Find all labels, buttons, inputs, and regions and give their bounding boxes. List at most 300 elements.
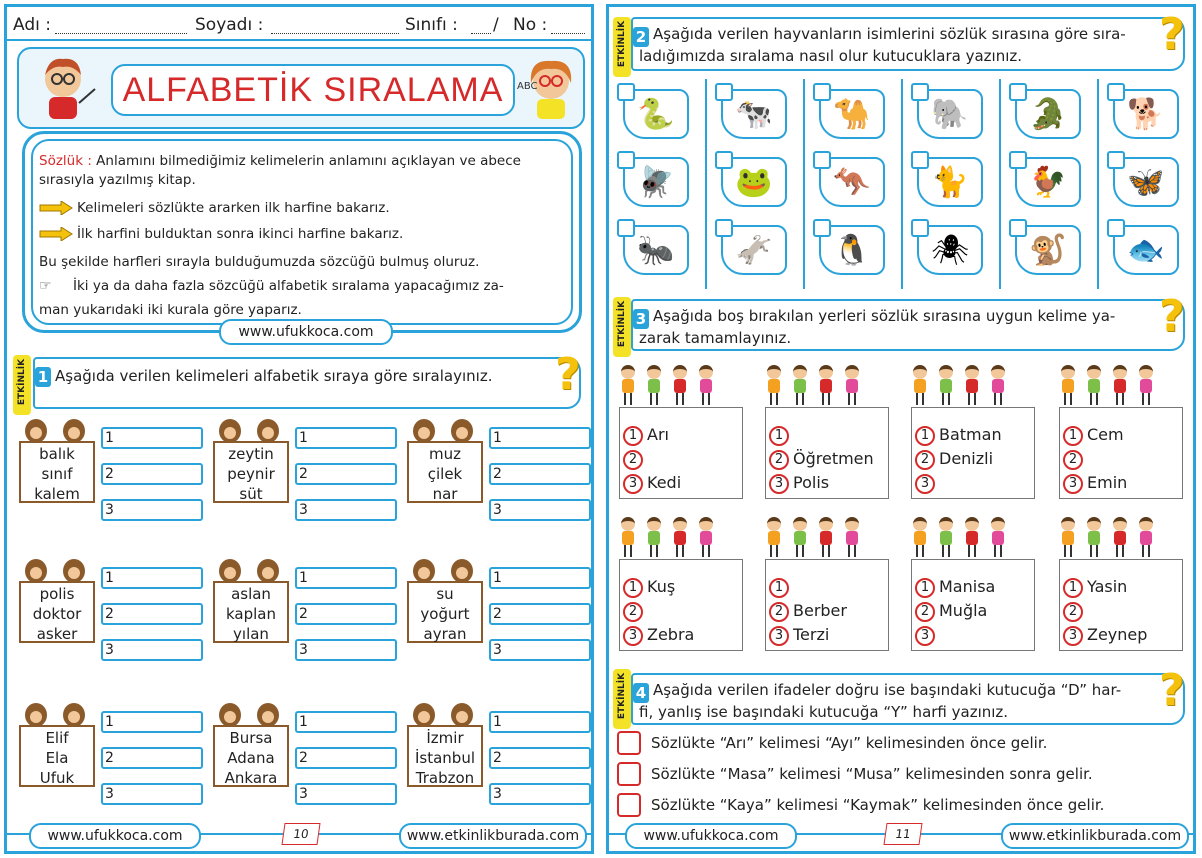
kids-group-icon <box>617 365 737 409</box>
answer-box[interactable] <box>813 219 831 237</box>
kid-head <box>965 365 979 379</box>
surname-label: Soyadı : <box>195 15 264 35</box>
answer-box[interactable] <box>617 219 635 237</box>
kid-figure <box>1087 365 1101 405</box>
kid-body <box>846 531 858 545</box>
answer-box[interactable] <box>1107 83 1125 101</box>
kid-legs <box>916 393 924 405</box>
kid-head <box>647 365 661 379</box>
card-word: Denizli <box>939 449 994 468</box>
kid-body <box>914 531 926 545</box>
kid-legs <box>848 393 856 405</box>
answer-slot-number: 2 <box>105 606 114 622</box>
answer-slot-number: 3 <box>299 502 308 518</box>
kid-legs <box>676 393 684 405</box>
word-card <box>213 581 289 643</box>
answer-box[interactable] <box>101 499 203 521</box>
kid-body <box>622 531 634 545</box>
question-mark-icon: ? <box>1159 9 1185 60</box>
kid-body <box>846 379 858 393</box>
slot-number-circle: 2 <box>915 602 935 622</box>
word-item: Trabzon <box>415 769 475 787</box>
word-item: Elif <box>45 729 69 747</box>
answer-slot-number: 1 <box>105 570 114 586</box>
answer-box[interactable] <box>617 151 635 169</box>
kid-legs <box>916 545 924 557</box>
card-row[interactable] <box>623 577 675 598</box>
answer-box[interactable] <box>813 151 831 169</box>
card-row[interactable] <box>1063 425 1124 446</box>
card-word: Batman <box>939 425 1002 444</box>
card-row[interactable] <box>623 473 681 494</box>
definition-term: Sözlük : <box>39 153 92 169</box>
footer-url-right[interactable]: www.etkinlikburada.com <box>1001 823 1189 849</box>
footer-url-right[interactable]: www.etkinlikburada.com <box>399 823 587 849</box>
monkey-icon <box>219 419 241 443</box>
answer-checkbox[interactable] <box>617 731 641 755</box>
note-line-1 <box>39 278 504 294</box>
answer-box[interactable] <box>295 427 397 449</box>
kid-figure <box>1087 517 1101 557</box>
monkey-icon <box>413 419 435 443</box>
chicken-icon: 🐓 <box>1015 157 1081 207</box>
answer-box[interactable] <box>489 463 591 485</box>
kid-body <box>768 531 780 545</box>
card-word: Zebra <box>647 625 695 644</box>
monkey-icon <box>219 559 241 583</box>
answer-box[interactable] <box>489 747 591 769</box>
kid-body <box>820 379 832 393</box>
kids-group-icon <box>909 365 1029 409</box>
answer-slot-number: 2 <box>493 466 502 482</box>
kid-figure <box>1061 517 1075 557</box>
answer-box[interactable] <box>715 151 733 169</box>
card-row[interactable] <box>769 425 793 446</box>
activity-badge <box>613 17 631 77</box>
kid-figure <box>1139 365 1153 405</box>
answer-box[interactable] <box>101 747 203 769</box>
kid-head <box>913 365 927 379</box>
answer-box[interactable] <box>617 83 635 101</box>
answer-box[interactable] <box>813 83 831 101</box>
answer-slot-number: 2 <box>105 466 114 482</box>
arrow-right-icon <box>39 201 73 215</box>
kid-figure <box>673 517 687 557</box>
word-item: kaplan <box>225 605 276 623</box>
column-divider <box>705 79 707 289</box>
word-item: muz <box>429 445 461 463</box>
answer-box[interactable] <box>1107 151 1125 169</box>
word-item: zeytin <box>228 445 274 463</box>
kid-head <box>819 517 833 531</box>
monkey-icon <box>219 703 241 727</box>
card-word: Cem <box>1087 425 1124 444</box>
word-card <box>407 581 483 643</box>
kangaroo-icon: 🦘 <box>819 157 885 207</box>
kid-head <box>965 517 979 531</box>
kid-head <box>793 517 807 531</box>
card-row[interactable] <box>769 473 829 494</box>
kid-body <box>700 379 712 393</box>
answer-box[interactable] <box>295 783 397 805</box>
slot-number-circle: 3 <box>623 626 643 646</box>
card-row[interactable] <box>769 449 874 470</box>
answer-slot-number: 1 <box>105 714 114 730</box>
card-row[interactable] <box>1063 625 1147 646</box>
answer-box[interactable] <box>295 603 397 625</box>
answer-slot-number: 2 <box>493 750 502 766</box>
header-divider <box>7 39 591 41</box>
footer-url-left[interactable]: www.ufukkoca.com <box>625 823 797 849</box>
answer-box[interactable] <box>295 463 397 485</box>
kid-figure <box>913 365 927 405</box>
card-row[interactable] <box>915 625 939 646</box>
answer-slot-number: 3 <box>299 786 308 802</box>
answer-box[interactable] <box>101 639 203 661</box>
card-word: Terzi <box>793 625 830 644</box>
answer-checkbox[interactable] <box>617 762 641 786</box>
title-band <box>17 47 585 129</box>
card-row[interactable] <box>915 425 1002 446</box>
kid-body <box>1088 531 1100 545</box>
no-line[interactable] <box>551 33 585 34</box>
kid-body <box>1114 379 1126 393</box>
kid-figure <box>621 517 635 557</box>
kid-head <box>845 365 859 379</box>
slot-number-circle: 2 <box>1063 450 1083 470</box>
slot-number-circle: 2 <box>769 450 789 470</box>
activity-2-instruction-2: ladığımızda sıralama nasıl olur kutucuklara yazınız. <box>639 47 1023 65</box>
summary-text: Bu şekilde harfleri sırayla bulduğumuzda sözcüğü bulmuş oluruz. <box>39 254 480 270</box>
answer-box[interactable] <box>295 747 397 769</box>
question-mark-icon: ? <box>555 349 581 400</box>
definition-text <box>39 152 569 190</box>
rule-2 <box>39 226 403 242</box>
kid-figure <box>991 365 1005 405</box>
answer-slot-number: 1 <box>493 430 502 446</box>
card-row[interactable] <box>769 625 829 646</box>
card-word: Manisa <box>939 577 996 596</box>
answer-slot-number: 2 <box>299 466 308 482</box>
answer-box[interactable] <box>489 499 591 521</box>
question-mark-icon: ? <box>1159 291 1185 342</box>
activity-badge-text: ETKİNLİK <box>617 672 627 720</box>
kid-head <box>991 517 1005 531</box>
page-number: 10 <box>281 823 320 845</box>
answer-box[interactable] <box>489 783 591 805</box>
cow-icon: 🐄 <box>721 89 787 139</box>
kid-head <box>991 365 1005 379</box>
answer-slot-number: 1 <box>493 714 502 730</box>
kid-figure <box>621 365 635 405</box>
dog-icon: 🐕 <box>1113 89 1179 139</box>
answer-box[interactable] <box>489 639 591 661</box>
kid-body <box>914 379 926 393</box>
kid-figure <box>965 365 979 405</box>
card-row[interactable] <box>769 601 847 622</box>
word-item: polis <box>39 585 75 603</box>
word-item: İstanbul <box>414 749 475 767</box>
info-url[interactable]: www.ufukkoca.com <box>219 319 393 345</box>
word-item: peynir <box>227 465 275 483</box>
kid-figure <box>647 365 661 405</box>
activity-3-instruction-1: Aşağıda boş bırakılan yerleri sözlük sırasına uygun kelime ya- <box>653 307 1116 325</box>
kid-legs <box>942 545 950 557</box>
slot-number-circle: 3 <box>623 474 643 494</box>
kid-figure <box>699 517 713 557</box>
kid-body <box>1140 531 1152 545</box>
answer-slot-number: 1 <box>105 430 114 446</box>
kid-head <box>1113 365 1127 379</box>
card-row[interactable] <box>623 449 647 470</box>
kid-legs <box>1142 545 1150 557</box>
answer-box[interactable] <box>1009 83 1027 101</box>
kid-head <box>699 365 713 379</box>
slot-number-circle: 3 <box>1063 474 1083 494</box>
kid-head <box>699 517 713 531</box>
word-item: balık <box>39 445 75 463</box>
word-item: İzmir <box>426 729 464 747</box>
answer-checkbox[interactable] <box>617 793 641 817</box>
word-card <box>19 441 95 503</box>
answer-box[interactable] <box>911 83 929 101</box>
slot-number-circle: 3 <box>915 474 935 494</box>
kids-group-icon <box>763 365 883 409</box>
card-row[interactable] <box>1063 473 1127 494</box>
answer-box[interactable] <box>911 151 929 169</box>
kid-body <box>940 379 952 393</box>
kid-legs <box>968 393 976 405</box>
kid-legs <box>624 545 632 557</box>
card-row[interactable] <box>915 601 987 622</box>
slot-number-circle: 3 <box>769 474 789 494</box>
kid-legs <box>702 393 710 405</box>
word-item: süt <box>239 485 263 503</box>
footer-url-left[interactable]: www.ufukkoca.com <box>29 823 201 849</box>
answer-box[interactable] <box>1107 219 1125 237</box>
kid-body <box>622 379 634 393</box>
kids-group-icon <box>617 517 737 561</box>
card-row[interactable] <box>915 449 993 470</box>
kid-body <box>940 531 952 545</box>
kid-head <box>913 517 927 531</box>
kid-legs <box>624 393 632 405</box>
answer-box[interactable] <box>489 711 591 733</box>
card-row[interactable] <box>623 425 669 446</box>
kid-head <box>1087 517 1101 531</box>
kid-body <box>966 379 978 393</box>
kid-head <box>767 365 781 379</box>
slot-number-circle: 2 <box>769 602 789 622</box>
answer-box[interactable] <box>101 427 203 449</box>
word-card <box>213 725 289 787</box>
column-divider <box>803 79 805 289</box>
activity-2-number: 2 <box>633 27 649 47</box>
fish-icon: 🐟 <box>1113 225 1179 275</box>
card-row[interactable] <box>1063 577 1127 598</box>
kids-group-icon <box>909 517 1029 561</box>
slot-number-circle: 2 <box>623 450 643 470</box>
slot-number-circle: 2 <box>623 602 643 622</box>
statement-text: Sözlükte “Masa” kelimesi “Musa” kelimesinden sonra gelir. <box>651 765 1093 783</box>
card-row[interactable] <box>1063 449 1087 470</box>
answer-slot-number: 3 <box>493 502 502 518</box>
elephant-icon: 🐘 <box>917 89 983 139</box>
note-line-1-text: İki ya da daha fazla sözcüğü alfabetik sıralama yapacağımız za- <box>73 278 504 294</box>
activity-badge <box>13 355 31 415</box>
answer-box[interactable] <box>489 603 591 625</box>
word-item: çilek <box>427 465 463 483</box>
card-row[interactable] <box>769 577 793 598</box>
word-item: kalem <box>34 485 80 503</box>
card-word: Muğla <box>939 601 988 620</box>
answer-box[interactable] <box>101 463 203 485</box>
kid-figure <box>647 517 661 557</box>
answer-box[interactable] <box>101 567 203 589</box>
answer-box[interactable] <box>295 711 397 733</box>
activity-4-instruction-1: Aşağıda verilen ifadeler doğru ise başındaki kutucuğa “D” har- <box>653 681 1122 699</box>
answer-box[interactable] <box>101 783 203 805</box>
answer-box[interactable] <box>715 83 733 101</box>
kid-legs <box>994 393 1002 405</box>
kid-body <box>992 379 1004 393</box>
spider-icon: 🕷 <box>917 225 983 275</box>
kids-group-icon <box>1057 365 1177 409</box>
answer-box[interactable] <box>295 639 397 661</box>
class-label: Sınıfı : <box>405 15 458 35</box>
card-word: Arı <box>647 425 669 444</box>
answer-box[interactable] <box>715 219 733 237</box>
definition-body: Anlamını bilmediğimiz kelimelerin anlamını açıklayan ve abece sırasıyla yazılmış kitap. <box>39 153 521 188</box>
card-row[interactable] <box>915 577 995 598</box>
rule-1 <box>39 200 390 216</box>
card-row[interactable] <box>623 601 647 622</box>
activity-2-instruction-1: Aşağıda verilen hayvanların isimlerini sözlük sırasına göre sıra- <box>653 25 1126 43</box>
answer-box[interactable] <box>489 427 591 449</box>
kid-figure <box>793 517 807 557</box>
kid-legs <box>650 393 658 405</box>
kid-body <box>1062 531 1074 545</box>
kid-figure <box>939 517 953 557</box>
answer-slot-number: 1 <box>299 430 308 446</box>
answer-slot-number: 1 <box>299 570 308 586</box>
name-line[interactable] <box>55 33 187 34</box>
word-item: aslan <box>231 585 271 603</box>
column-divider <box>999 79 1001 289</box>
answer-box[interactable] <box>1009 151 1027 169</box>
kid-body <box>674 379 686 393</box>
surname-line[interactable] <box>271 33 399 34</box>
kids-group-icon <box>1057 517 1177 561</box>
card-word: Öğretmen <box>793 449 874 468</box>
kid-legs <box>770 393 778 405</box>
kid-head <box>1061 517 1075 531</box>
activity-4-number: 4 <box>633 683 649 703</box>
kid-head <box>673 517 687 531</box>
snake-icon: 🐍 <box>623 89 689 139</box>
answer-box[interactable] <box>295 567 397 589</box>
answer-box[interactable] <box>489 567 591 589</box>
rule-1-text: Kelimeleri sözlükte ararken ilk harfine bakarız. <box>77 200 390 216</box>
word-item: Adana <box>227 749 275 767</box>
answer-box[interactable] <box>101 603 203 625</box>
answer-box[interactable] <box>911 219 929 237</box>
slot-number-circle: 1 <box>915 578 935 598</box>
slot-number-circle: 3 <box>915 626 935 646</box>
kid-body <box>1114 531 1126 545</box>
kid-body <box>1062 379 1074 393</box>
card-word: Emin <box>1087 473 1128 492</box>
word-item: Ankara <box>224 769 278 787</box>
crocodile-icon: 🐊 <box>1015 89 1081 139</box>
answer-box[interactable] <box>295 499 397 521</box>
arrow-right-icon <box>39 227 73 241</box>
kid-figure <box>699 365 713 405</box>
class-sep: / <box>493 15 499 35</box>
kid-head <box>1061 365 1075 379</box>
activity-badge-text: ETKİNLİK <box>617 300 627 348</box>
kid-figure <box>1113 517 1127 557</box>
kid-figure <box>673 365 687 405</box>
statement-text: Sözlükte “Kaya” kelimesi “Kaymak” kelimesinden önce gelir. <box>651 796 1105 814</box>
teacher-icon <box>29 53 99 123</box>
card-row[interactable] <box>915 473 939 494</box>
frog-icon: 🐸 <box>721 157 787 207</box>
info-box <box>22 131 582 333</box>
kid-head <box>673 365 687 379</box>
kid-legs <box>676 545 684 557</box>
word-item: yılan <box>233 625 269 643</box>
activity-badge-text: ETKİNLİK <box>17 358 27 406</box>
word-item: nar <box>432 485 458 503</box>
word-card <box>407 441 483 503</box>
word-item: Ufuk <box>39 769 75 787</box>
cat-icon: 🐈 <box>917 157 983 207</box>
page-number: 11 <box>883 823 922 845</box>
activity-1-number: 1 <box>35 367 51 387</box>
slot-number-circle: 1 <box>915 426 935 446</box>
rule-2-text: İlk harfini bulduktan sonra ikinci harfine bakarız. <box>77 226 404 242</box>
no-label: No : <box>513 15 548 35</box>
card-row[interactable] <box>623 625 694 646</box>
kid-legs <box>1090 393 1098 405</box>
monkey-icon <box>63 419 85 443</box>
activity-1-instruction: Aşağıda verilen kelimeleri alfabetik sıraya göre sıralayınız. <box>55 367 493 385</box>
activity-3-number: 3 <box>633 309 649 329</box>
answer-slot-number: 2 <box>105 750 114 766</box>
card-row[interactable] <box>1063 601 1087 622</box>
answer-slot-number: 2 <box>299 606 308 622</box>
pointing-hand-icon: ☞ <box>39 278 52 294</box>
kid-figure <box>767 517 781 557</box>
class-line-a[interactable] <box>471 33 491 34</box>
kid-figure <box>965 517 979 557</box>
question-mark-icon: ? <box>1159 665 1185 716</box>
kid-body <box>674 531 686 545</box>
kid-legs <box>1090 545 1098 557</box>
slot-number-circle: 3 <box>1063 626 1083 646</box>
slot-number-circle: 1 <box>1063 578 1083 598</box>
kid-body <box>794 531 806 545</box>
kid-figure <box>767 365 781 405</box>
slot-number-circle: 1 <box>769 578 789 598</box>
kid-body <box>1140 379 1152 393</box>
card-word: Zeynep <box>1087 625 1148 644</box>
activity-badge <box>613 669 631 729</box>
answer-box[interactable] <box>101 711 203 733</box>
answer-box[interactable] <box>1009 219 1027 237</box>
monkey-icon <box>413 703 435 727</box>
